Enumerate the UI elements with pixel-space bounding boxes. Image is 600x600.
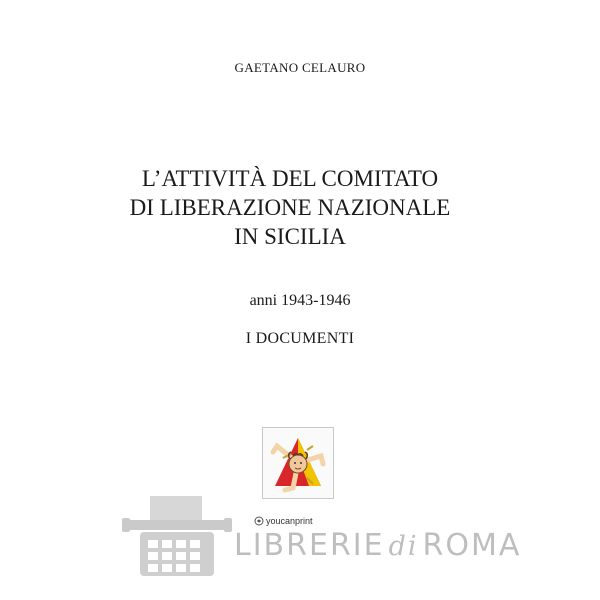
title-line-2: DI LIBERAZIONE NAZIONALE: [129, 195, 451, 220]
watermark-roma: ROMA: [422, 528, 522, 563]
watermark: [112, 492, 522, 580]
watermark-text: [234, 528, 521, 563]
typewriter-icon: [122, 492, 232, 578]
watermark-librerie: LIBRERIE: [234, 528, 385, 563]
publisher-swirl-icon: [254, 516, 264, 526]
title-line-1: L’ATTIVITÀ DEL COMITATO: [141, 166, 439, 191]
publisher-logo: [254, 516, 313, 526]
publisher-name: youcanprint: [266, 516, 313, 526]
watermark-di: di: [388, 531, 419, 562]
trinacria-emblem-icon: [262, 427, 334, 499]
book-title: [0, 164, 580, 251]
author-name: GAETANO CELAURO: [234, 60, 366, 75]
subtitle: I DOCUMENTI: [245, 330, 355, 347]
title-line-3: IN SICILIA: [234, 224, 346, 249]
years-range: anni 1943-1946: [249, 292, 351, 309]
